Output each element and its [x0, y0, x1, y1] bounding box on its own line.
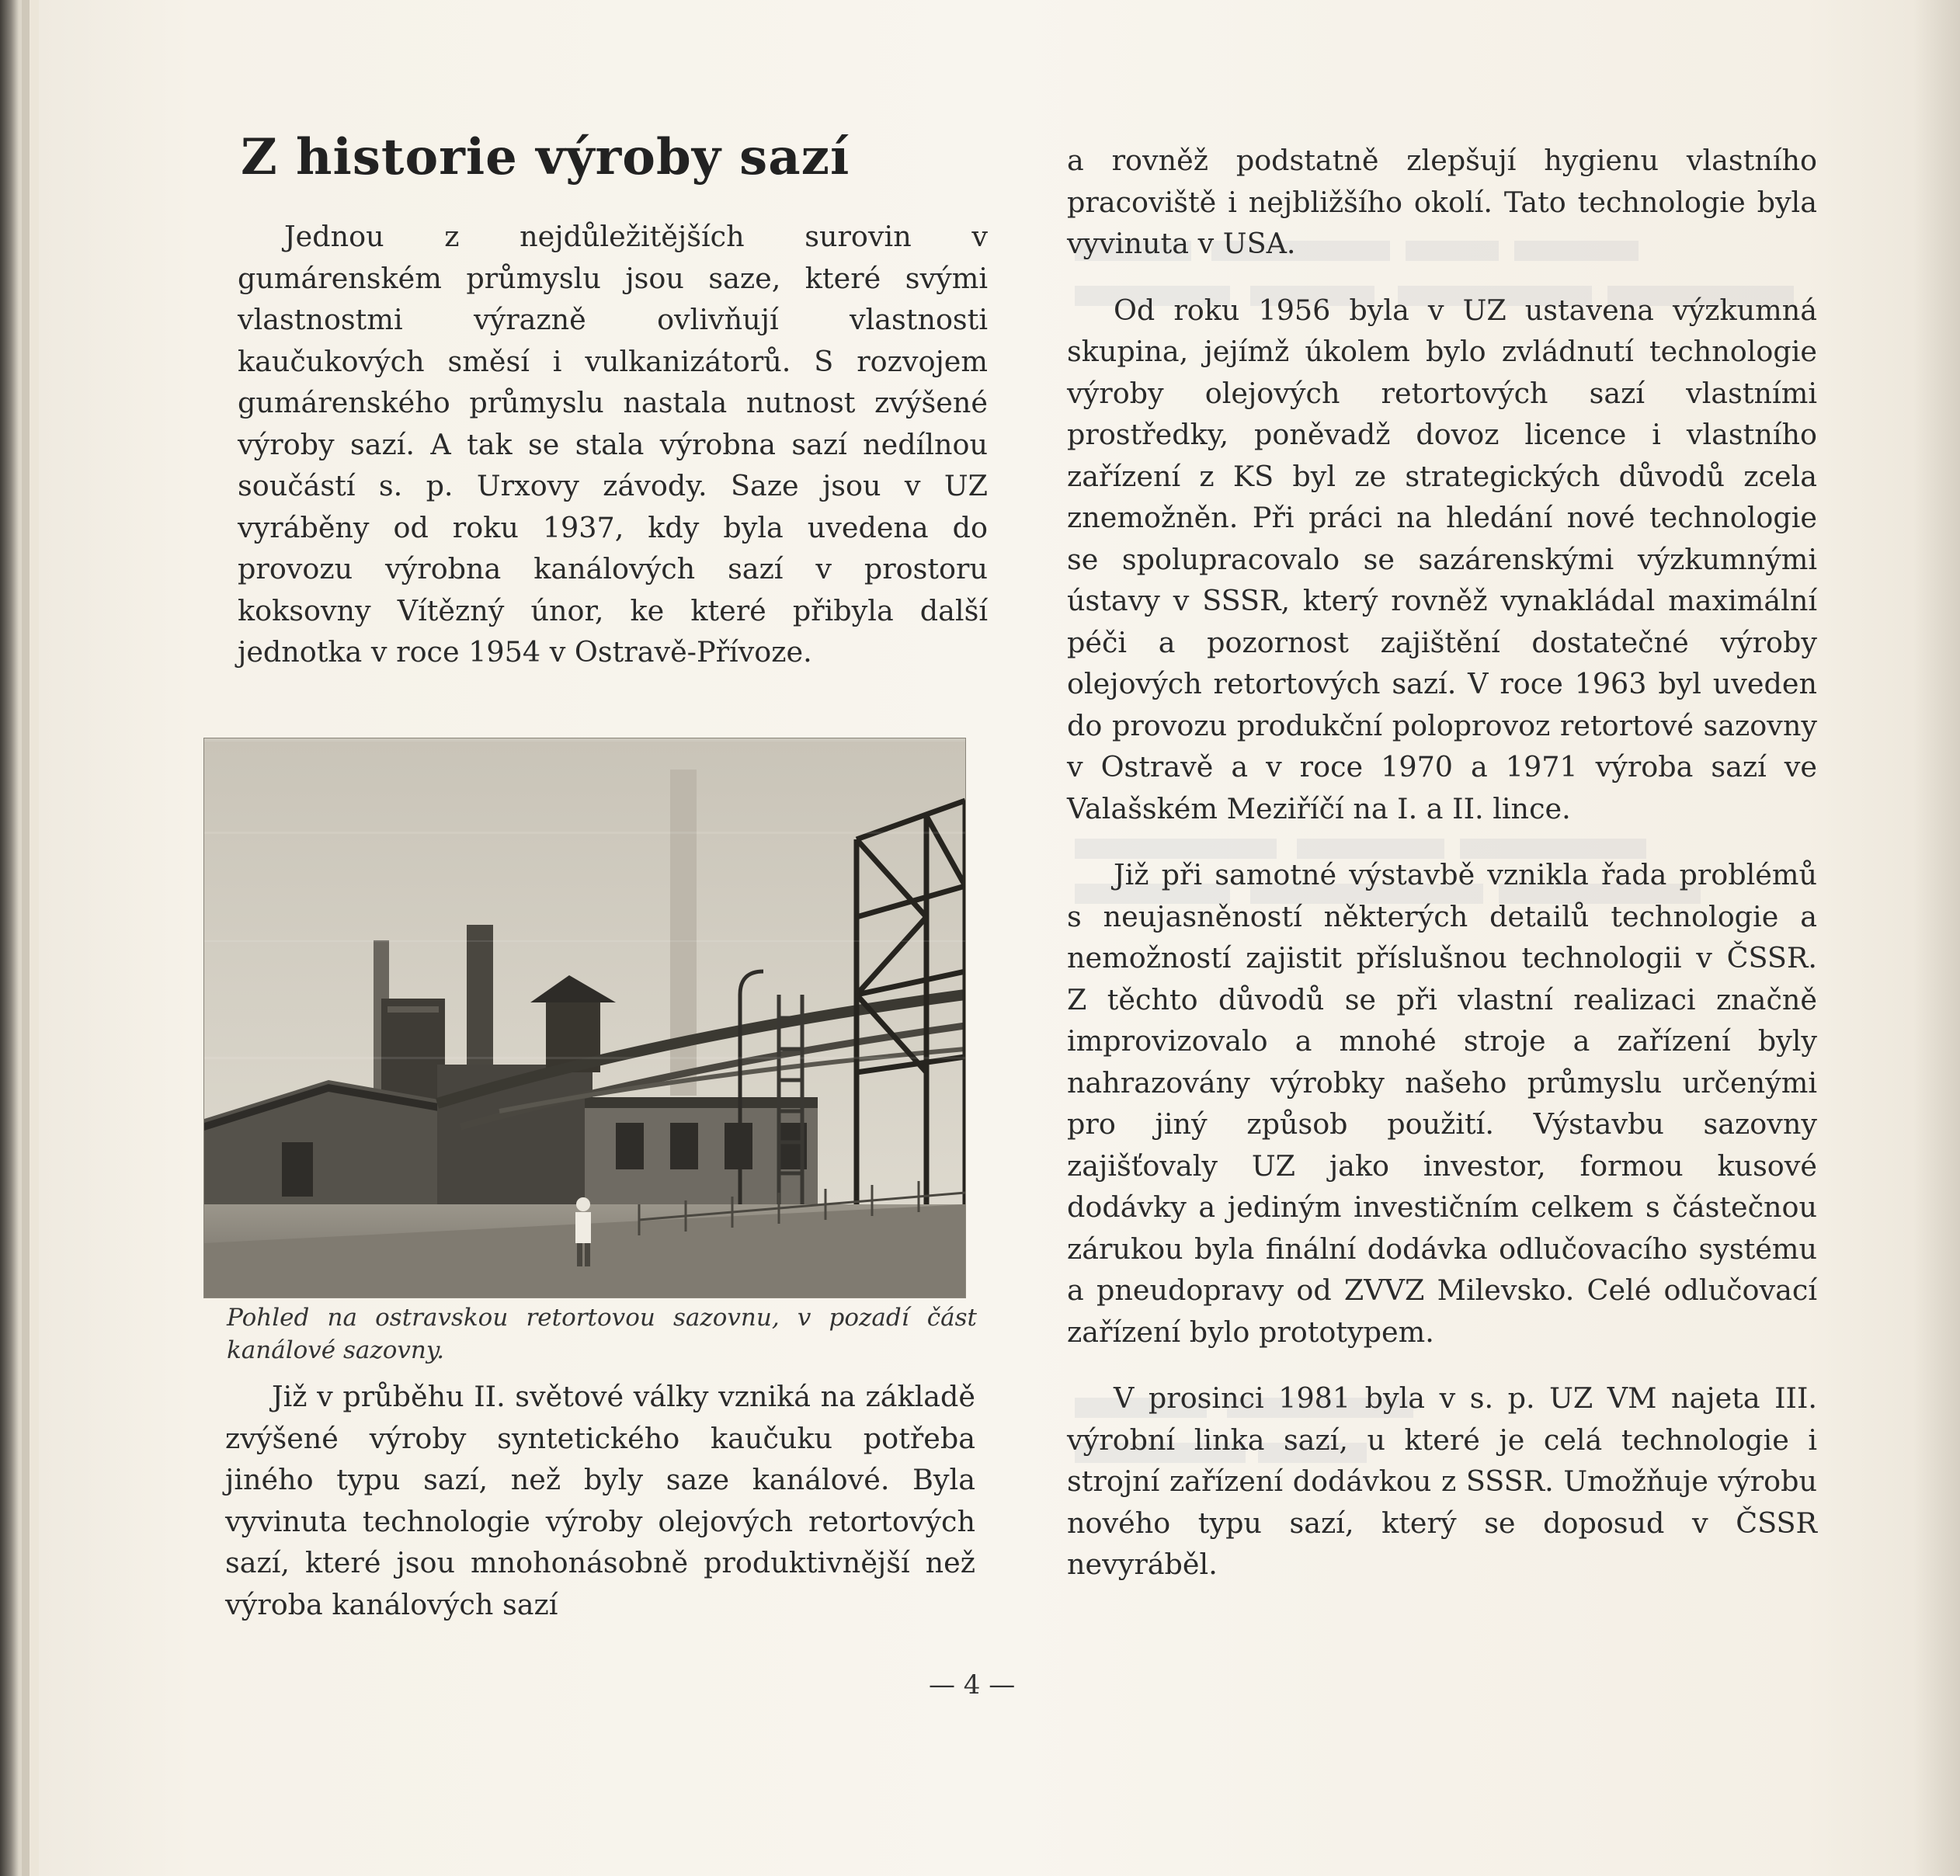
paragraph: V prosinci 1981 byla v s. p. UZ VM najeta III. výrobní linka sazí, u které je celá technologie i strojní zařízení dodávkou z SSSR. Umožňuje výrobu nového typu sazí, který se doposud v ČSSR nevyráběl.: [1067, 1381, 1817, 1581]
page-number: — 4 —: [929, 1669, 1016, 1701]
retort-carbon-black-plant-photo: [204, 738, 965, 1298]
paragraph: Jednou z nejdůležitějších surovin v gumárenském průmyslu jsou saze, které svými vlastnostmi výrazně ovlivňují vlastnosti kaučukových směsí i vulkanizátorů. S rozvojem gumárenského průmyslu nastala nutnost zvýšené výroby sazí. A tak se stala výrobna sazí nedílnou součástí s. p. Urxovy závody. Saze jsou v UZ vyráběny od roku 1937, kdy byla uvedena do provozu výrobna kanálových sazí v prostoru koksovny Vítězný únor, ke které přibyla další jednotka v roce 1954 v Ostravě-Přívoze.: [238, 220, 988, 669]
page-title: Z historie výroby sazí: [241, 128, 850, 186]
right-column: [1067, 140, 1817, 1586]
paragraph: Již v průběhu II. světové války vzniká na základě zvýšené výroby syntetického kaučuku potřeba jiného typu sazí, než byly saze kanálové. Byla vyvinuta technologie výroby olejových retortových sazí, které jsou mnohonásobně produktivnější než výroba kanálových sazí: [225, 1380, 975, 1621]
paragraph: Již při samotné výstavbě vznikla řada problémů s neujasněností některých detailů technologie a nemožností zajistit příslušnou technologii v ČSSR. Z těchto důvodů se při vlastní realizaci značně improvizovalo a mnohé stroje a zařízení byly nahrazovány výrobky našeho průmyslu určenými pro jiný způsob použití. Výstavbu sazovny zajišťovaly UZ jako investor, formou kusové dodávky a jediným investičním celkem s částečnou zárukou byla finální dodávka odlučovacího systému a pneudopravy od ZVVZ Milevsko. Celé odlučovací zařízení bylo prototypem.: [1067, 858, 1817, 1349]
left-column-top: [238, 216, 988, 673]
paragraph-continuation: a rovněž podstatně zlepšují hygienu vlastního pracoviště i nejbližšího okolí. Tato technologie byla vyvinuta v USA.: [1067, 144, 1817, 260]
left-column-bottom: [225, 1376, 975, 1625]
factory-photo: [203, 738, 966, 1298]
photo-caption: Pohled na ostravskou retortovou sazovnu, v pozadí část kanálové sazovny.: [227, 1304, 977, 1364]
paragraph: Od roku 1956 byla v UZ ustavena výzkumná skupina, jejímž úkolem bylo zvládnutí technologie výroby olejových retortových sazí vlastními prostředky, poněvadž dovoz licence i vlastního zařízení z KS byl ze strategických důvodů zcela znemožněn. Při práci na hledání nové technologie se spolupracovalo se sazárenskými výzkumnými ústavy v SSSR, který rovněž vynakládal maximální péči a pozornost zajištění dostatečné výroby olejových retortových sazí. V roce 1963 byl uveden do provozu produkční poloprovoz retortové sazovny v Ostravě a v roce 1970 a 1971 výroba sazí ve Valašském Meziříčí na I. a II. lince.: [1067, 293, 1817, 825]
